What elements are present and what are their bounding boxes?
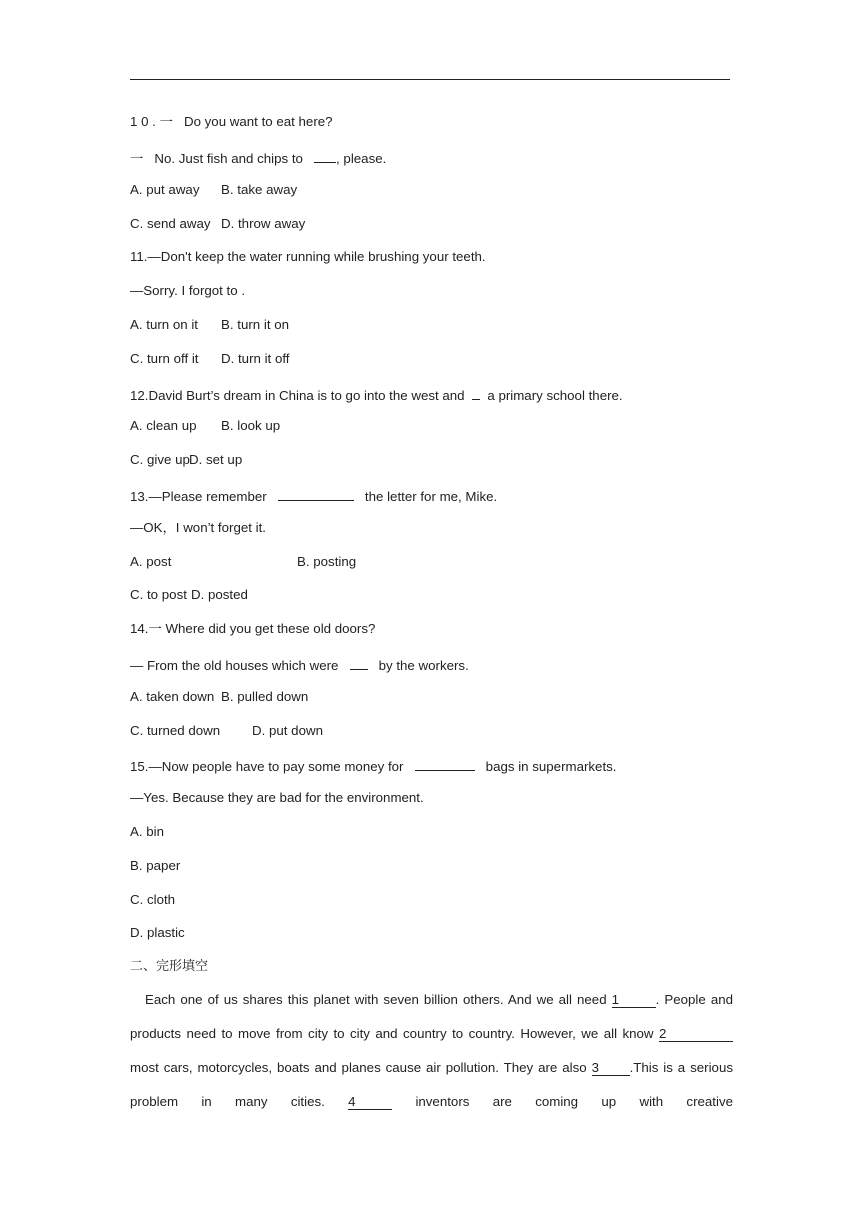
question-11-reply: —Sorry. I forgot to . — [130, 283, 246, 298]
reply-text: — From the old houses which were — [130, 658, 339, 673]
q11-options-row-1 — [130, 317, 289, 333]
reply-dash: 一 — [130, 151, 144, 166]
question-12-prompt — [130, 385, 623, 404]
q10-number: 1 0 . 一 — [130, 114, 173, 129]
cloze-paragraph — [130, 983, 733, 1119]
cloze-text-2: . People and products need to move from city to city and country to country. However, we all know — [130, 992, 734, 1041]
reply-text-end: by the workers. — [378, 658, 469, 673]
reply-text: No. Just fish and chips to — [154, 151, 303, 166]
option-c: C. to post — [130, 587, 187, 602]
cloze-blank-4: 4 — [348, 1095, 392, 1110]
prompt-text: 15.—Now people have to pay some money for — [130, 759, 404, 774]
option-b: B. take away — [221, 182, 298, 197]
q10-options-row-1 — [130, 182, 298, 198]
option-d: D. turn it off — [221, 351, 290, 366]
answer-blank — [350, 655, 368, 670]
q12-options-row-1 — [130, 418, 281, 434]
q15-option-b: B. paper — [130, 858, 181, 873]
question-14-prompt: 14.一 Where did you get these old doors? — [130, 621, 376, 636]
prompt-text-end: the letter for me, Mike. — [364, 489, 498, 504]
q14-options-row-2 — [130, 723, 323, 739]
question-13-prompt — [130, 486, 497, 505]
header-rule — [130, 79, 730, 80]
q11-options-row-2 — [130, 351, 290, 367]
option-b: B. look up — [221, 418, 281, 433]
option-c: C. give up — [130, 452, 190, 467]
cloze-text-5: inventors are coming up with creative — [415, 1094, 733, 1109]
option-b: B. pulled down — [221, 689, 309, 704]
option-d: D. throw away — [221, 216, 306, 231]
prompt-text: 13.—Please remember — [130, 489, 267, 504]
question-11-prompt: 11.—Don't keep the water running while brushing your teeth. — [130, 249, 486, 264]
cloze-text-1: Each one of us shares this planet with seven billion others. And we all need — [145, 992, 607, 1007]
q15-option-d: D. plastic — [130, 925, 185, 940]
option-c: C. turn off it — [130, 351, 199, 366]
q12-options-row-2 — [130, 452, 243, 468]
option-d: D. put down — [252, 723, 323, 738]
option-d: D. posted — [191, 587, 248, 602]
cloze-blank-1: 1 — [612, 993, 656, 1008]
answer-blank — [472, 385, 480, 400]
cloze-blank-3: 3 — [592, 1061, 630, 1076]
prompt-text-end: bags in supermarkets. — [485, 759, 617, 774]
cloze-text-3: most cars, motorcycles, boats and planes cause air pollution. They are also — [130, 1060, 587, 1075]
question-15-prompt — [130, 756, 617, 775]
question-10-prompt — [130, 114, 333, 130]
question-14-reply — [130, 655, 469, 674]
question-13-reply: —OK，I won’t forget it. — [130, 520, 266, 535]
question-15-reply: —Yes. Because they are bad for the environment. — [130, 790, 424, 805]
answer-blank — [278, 486, 354, 501]
option-c: C. turned down — [130, 723, 221, 738]
answer-blank — [415, 756, 475, 771]
q15-option-a: A. bin — [130, 824, 165, 839]
option-a: A. taken down — [130, 689, 215, 704]
q14-options-row-1 — [130, 689, 309, 705]
prompt-text: 12.David Burt’s dream in China is to go into the west and — [130, 388, 465, 403]
option-a: A. post — [130, 554, 172, 569]
section-heading: 二、完形填空 — [130, 959, 209, 974]
cloze-text-4: .This is a serious problem in many cities. — [130, 1060, 733, 1109]
q15-option-c: C. cloth — [130, 892, 176, 907]
reply-text-end: , please. — [336, 151, 387, 166]
option-a: A. turn on it — [130, 317, 198, 332]
option-a: A. put away — [130, 182, 200, 197]
q13-options-row-2 — [130, 587, 248, 603]
option-a: A. clean up — [130, 418, 197, 433]
prompt-text-end: a primary school there. — [487, 388, 623, 403]
answer-blank — [314, 148, 336, 163]
option-b: B. turn it on — [221, 317, 289, 332]
question-10-reply — [130, 148, 386, 167]
q13-options-row-1 — [130, 554, 357, 570]
option-d: D. set up — [189, 452, 243, 467]
q10-options-row-2 — [130, 216, 306, 232]
option-c: C. send away — [130, 216, 211, 231]
cloze-blank-2: 2 — [659, 1027, 733, 1042]
q10-text: Do you want to eat here? — [183, 114, 333, 129]
option-b: B. posting — [297, 554, 357, 569]
